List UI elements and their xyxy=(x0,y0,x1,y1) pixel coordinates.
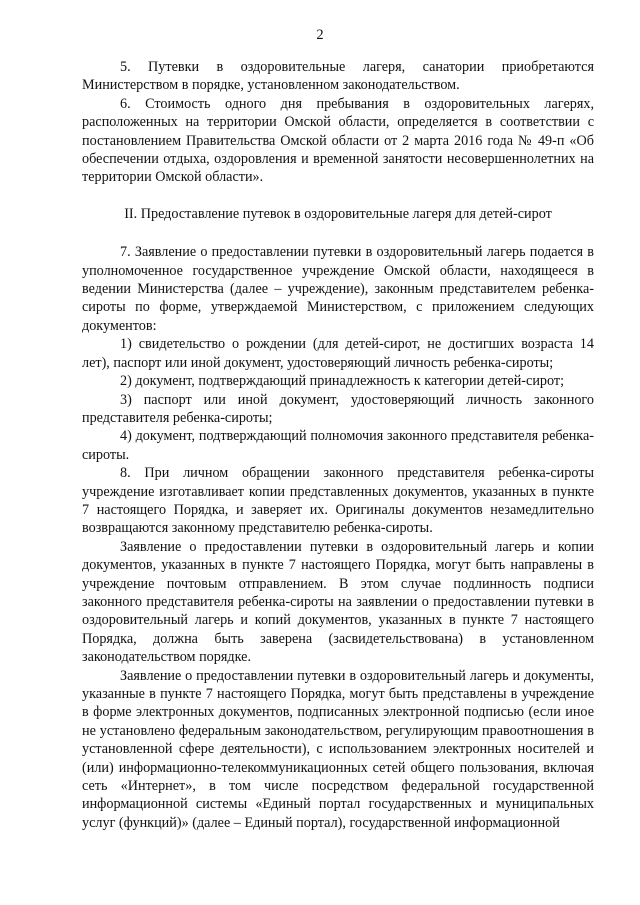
paragraph-item-7: 7. Заявление о предоставлении путевки в оздоровительный лагерь подается в уполномоченное государственное учреждение Омской области, находящееся в ведении Министерства (далее – учреждение), законным представителем ребенка-сироты по форме, утверждаемой Министерством, с приложением следующих документов: xyxy=(82,244,594,334)
page-number: 2 xyxy=(316,27,324,43)
paragraph-electronic: Заявление о предоставлении путевки в оздоровительный лагерь и документы, указанные в пункте 7 настоящего Порядка, могут быть представлены в учреждение в форме электронных документов, подписанных электронной подписью (если иное не установлено федеральным законодательством, регулирующим правоотношения в установленной сфере деятельности), с использованием электронных носителей и (или) информационно-телекоммуникационных сетей общего пользования, включая сеть «Интернет», в том числе посредством федеральной государственной информационной системы «Единый портал государственных и муниципальных услуг (функций)» (далее – Единый портал), государственной информационной xyxy=(82,667,594,831)
paragraph-item-6: 6. Стоимость одного дня пребывания в оздоровительных лагерях, расположенных на территории Омской области, определяется в соответствии с постановлением Правительства Омской области от 2 марта 2016 года № 49-п «Об обеспечении отдыха, оздоровления и временной занятости несовершеннолетних на территории Омской области». xyxy=(82,95,594,186)
paragraph-item-8: 8. При личном обращении законного представителя ребенка-сироты учреждение изготавливает копии представленных документов, указанных в пункте 7 настоящего Порядка, и заверяет их. Оригиналы документов незамедлительно возвращаются законному представителю ребенка-сироты. xyxy=(82,465,594,537)
list-item-1: 1) свидетельство о рождении (для детей-сирот, не достигших возраста 14 лет), паспорт или иной документ, удостоверяющий личность ребенка-сироты; xyxy=(82,336,594,371)
paragraph-postal: Заявление о предоставлении путевки в оздоровительный лагерь и копии документов, указанных в пункте 7 настоящего Порядка, могут быть направлены в учреждение почтовым отправлением. В этом случае подлинность подписи законного представителя ребенка-сироты на заявлении о предоставлении путевки в оздоровительный лагерь и копий документов, указанных в пункте 7 настоящего Порядка, должна быть заверена (засвидетельствована) в установленном законодательством порядке. xyxy=(82,538,594,666)
paragraph-item-5: 5. Путевки в оздоровительные лагеря, санатории приобретаются Министерством в порядке, установленном законодательством. xyxy=(82,59,594,94)
list-item-2: 2) документ, подтверждающий принадлежность к категории детей-сирот; xyxy=(120,373,565,390)
list-item-4: 4) документ, подтверждающий полномочия законного представителя ребенка-сироты. xyxy=(82,428,594,463)
list-item-3: 3) паспорт или иной документ, удостоверяющий личность законного представителя ребенка-сироты; xyxy=(82,391,594,426)
document-body xyxy=(82,58,594,832)
section-heading: II. Предоставление путевок в оздоровительные лагеря для детей-сирот xyxy=(124,205,552,222)
